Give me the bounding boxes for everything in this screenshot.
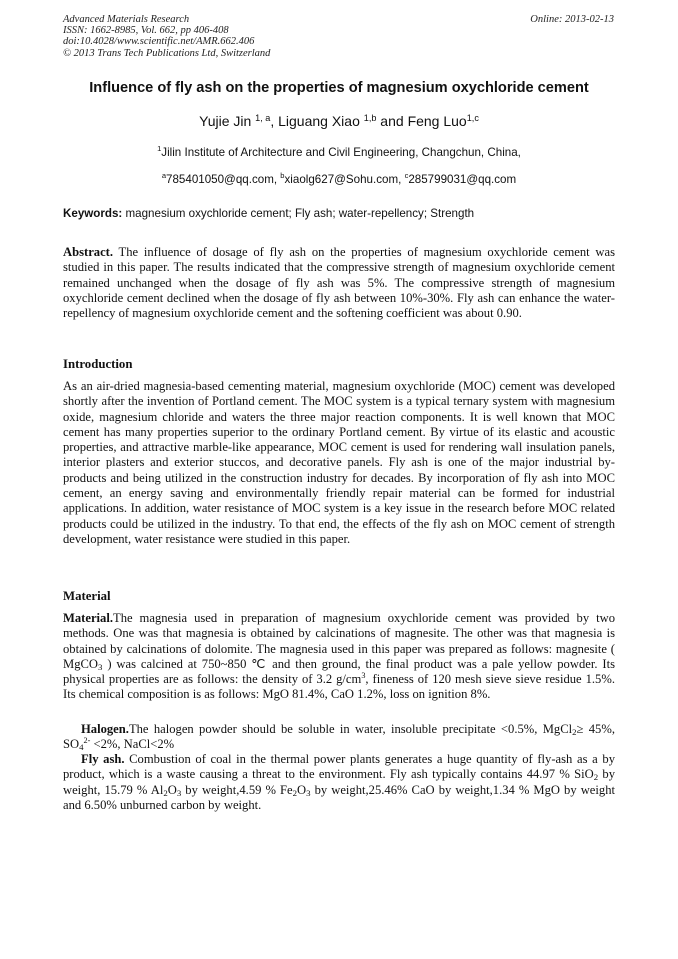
subscript: 4 (79, 742, 84, 753)
paragraph-text: , fineness of 120 mesh sieve sieve residue 1.5%. Its chemical composition is as follows: MgO 81.4%, CaO 1.2%, loss on ignition 8%. (63, 672, 615, 702)
halogen-paragraph (63, 722, 615, 753)
abstract-label: Abstract. (63, 245, 114, 259)
section-heading-introduction: Introduction (63, 357, 133, 371)
online-date: Online: 2013-02-13 (530, 14, 614, 25)
email-line (0, 173, 678, 186)
journal-issn: ISSN: 1662-8985, Vol. 662, pp 406-408 (63, 25, 229, 37)
keywords-text: magnesium oxychloride cement; Fly ash; water-repellency; Strength (122, 207, 475, 220)
affil-mark: 1 (157, 144, 162, 153)
paragraph-text: The halogen powder should be soluble in water, insoluble precipitate <0.5%, MgCl (128, 722, 573, 736)
superscript: 3 (361, 671, 366, 681)
abstract-text: The influence of dosage of fly ash on the properties of magnesium oxychloride cement was studied in this paper. The results indicated that the compressive strength of magnesium oxychloride cement remained unchanged when the dosage of fly ash was 5%. The compressive strength of magnesium oxychloride cement declined when the dosage of fly ash between 10%-30%. Fly ash can enhance the water-repellency of magnesium oxychloride cement and the softening coefficient was about 0.90. (63, 245, 615, 321)
subscript: 2 (292, 787, 298, 798)
paragraph-text: The magnesia used in preparation of magnesium oxychloride cement was provided by two methods. One was that magnesia is obtained by calcinations of magnesite. The other was that magnesia is obtained by calcinations of dolomite. The magnesia used in this paper was prepared as follows: magnesite ( MgCO (63, 611, 615, 671)
author-affil-mark: 1,c (466, 113, 479, 123)
paragraph-text: ≥ 45%, SO (63, 722, 615, 752)
paper-title: Influence of fly ash on the properties of magnesium oxychloride cement (89, 80, 589, 96)
introduction-text: As an air-dried magnesia-based cementing material, magnesium oxychloride (MOC) cement was developed shortly after the invention of Portland cement. The MOC system is a typical ternary system with magnesium oxide, magnesium chloride and waters the three major reaction components. It is well known that MOC cement has many properties superior to the ordinary Portland cement. By virtue of its elastic and acoustic properties, and attractive marble-like appearance, MOC cement is used for rendering wall insulation panels, interior plasters and exterior stuccos, and decorative panels. Fly ash is one of the major industrial by-products and being utilized in the construction industry for decades. By incorporation of fly ash into MOC cement, an energy saving and environmentally friendly repair material can be formed for industrial applications. In addition, water resistance of MOC system is a key issue in the research before MOC related products could be utilized in the industry. To that end, the effects of the fly ash on MOC cement of strength development, water resistance were studied in this paper. (63, 379, 615, 546)
paragraph-text: by weight, 15.79 % Al (63, 767, 615, 797)
email-address: xiaolg627@Sohu.com, (284, 173, 405, 186)
paragraph-text: <2%, NaCl<2% (90, 737, 175, 752)
keywords-label: Keywords: (63, 207, 123, 220)
paragraph-text: O (297, 782, 307, 797)
subscript: 3 (176, 787, 182, 798)
paragraph-label: Fly ash. (81, 752, 125, 766)
journal-doi: doi:10.4028/www.scientific.net/AMR.662.406 (63, 36, 255, 48)
paragraph-label: Halogen. (81, 722, 129, 736)
author-name: Yujie Jin (199, 113, 252, 129)
subscript: 3 (98, 661, 103, 672)
email-mark: a (161, 171, 167, 180)
author-separator: and (376, 113, 408, 129)
affil-text: Jilin Institute of Architecture and Civil Engineering, Changchun, China, (161, 146, 521, 159)
paragraph-text: by weight,4.59 % Fe (181, 782, 293, 797)
journal-copyright: © 2013 Trans Tech Publications Ltd, Switzerland (63, 47, 271, 59)
material-paragraph (63, 611, 615, 703)
section-heading-material: Material (63, 589, 111, 603)
author-name: Feng Luo (407, 113, 467, 129)
paragraph-text: by weight,25.46% CaO by weight,1.34 % MgO by weight and 6.50% unburned carbon by weight. (63, 782, 615, 812)
email-mark: c (404, 171, 409, 180)
subscript: 2 (572, 727, 577, 737)
fly-ash-paragraph (63, 752, 615, 813)
author-line (0, 113, 678, 129)
paragraph-text: Combustion of coal in the thermal power plants generates a huge quantity of fly-ash as a by product, which is a waste causing a threat to the environment. Fly ash typically contains 44.97 % SiO (63, 752, 615, 782)
author-affil-mark: 1,b (363, 113, 377, 123)
email-address: 285799031@qq.com (408, 173, 517, 186)
email-mark: b (280, 171, 285, 180)
author-name: Liguang Xiao (278, 113, 360, 129)
subscript: 2 (163, 787, 168, 798)
journal-header (63, 14, 270, 59)
email-address: 785401050@qq.com, (166, 173, 281, 186)
subscript: 3 (306, 787, 311, 798)
journal-name: Advanced Materials Research (63, 14, 190, 25)
abstract (63, 245, 615, 321)
affiliation (0, 146, 678, 159)
superscript: 2- (83, 736, 91, 746)
subscript: 2 (593, 772, 599, 783)
paragraph-text: O (167, 782, 177, 797)
author-affil-mark: 1, a (255, 113, 271, 123)
author-separator: , (270, 113, 279, 129)
keywords (63, 207, 615, 220)
paragraph-label: Material. (63, 611, 113, 625)
paragraph-text: ) was calcined at 750~850 ℃ and then ground, the final product was a pale yellow powder. Its physical properties are as follows: the density of 3.2 g/cm (63, 656, 615, 687)
